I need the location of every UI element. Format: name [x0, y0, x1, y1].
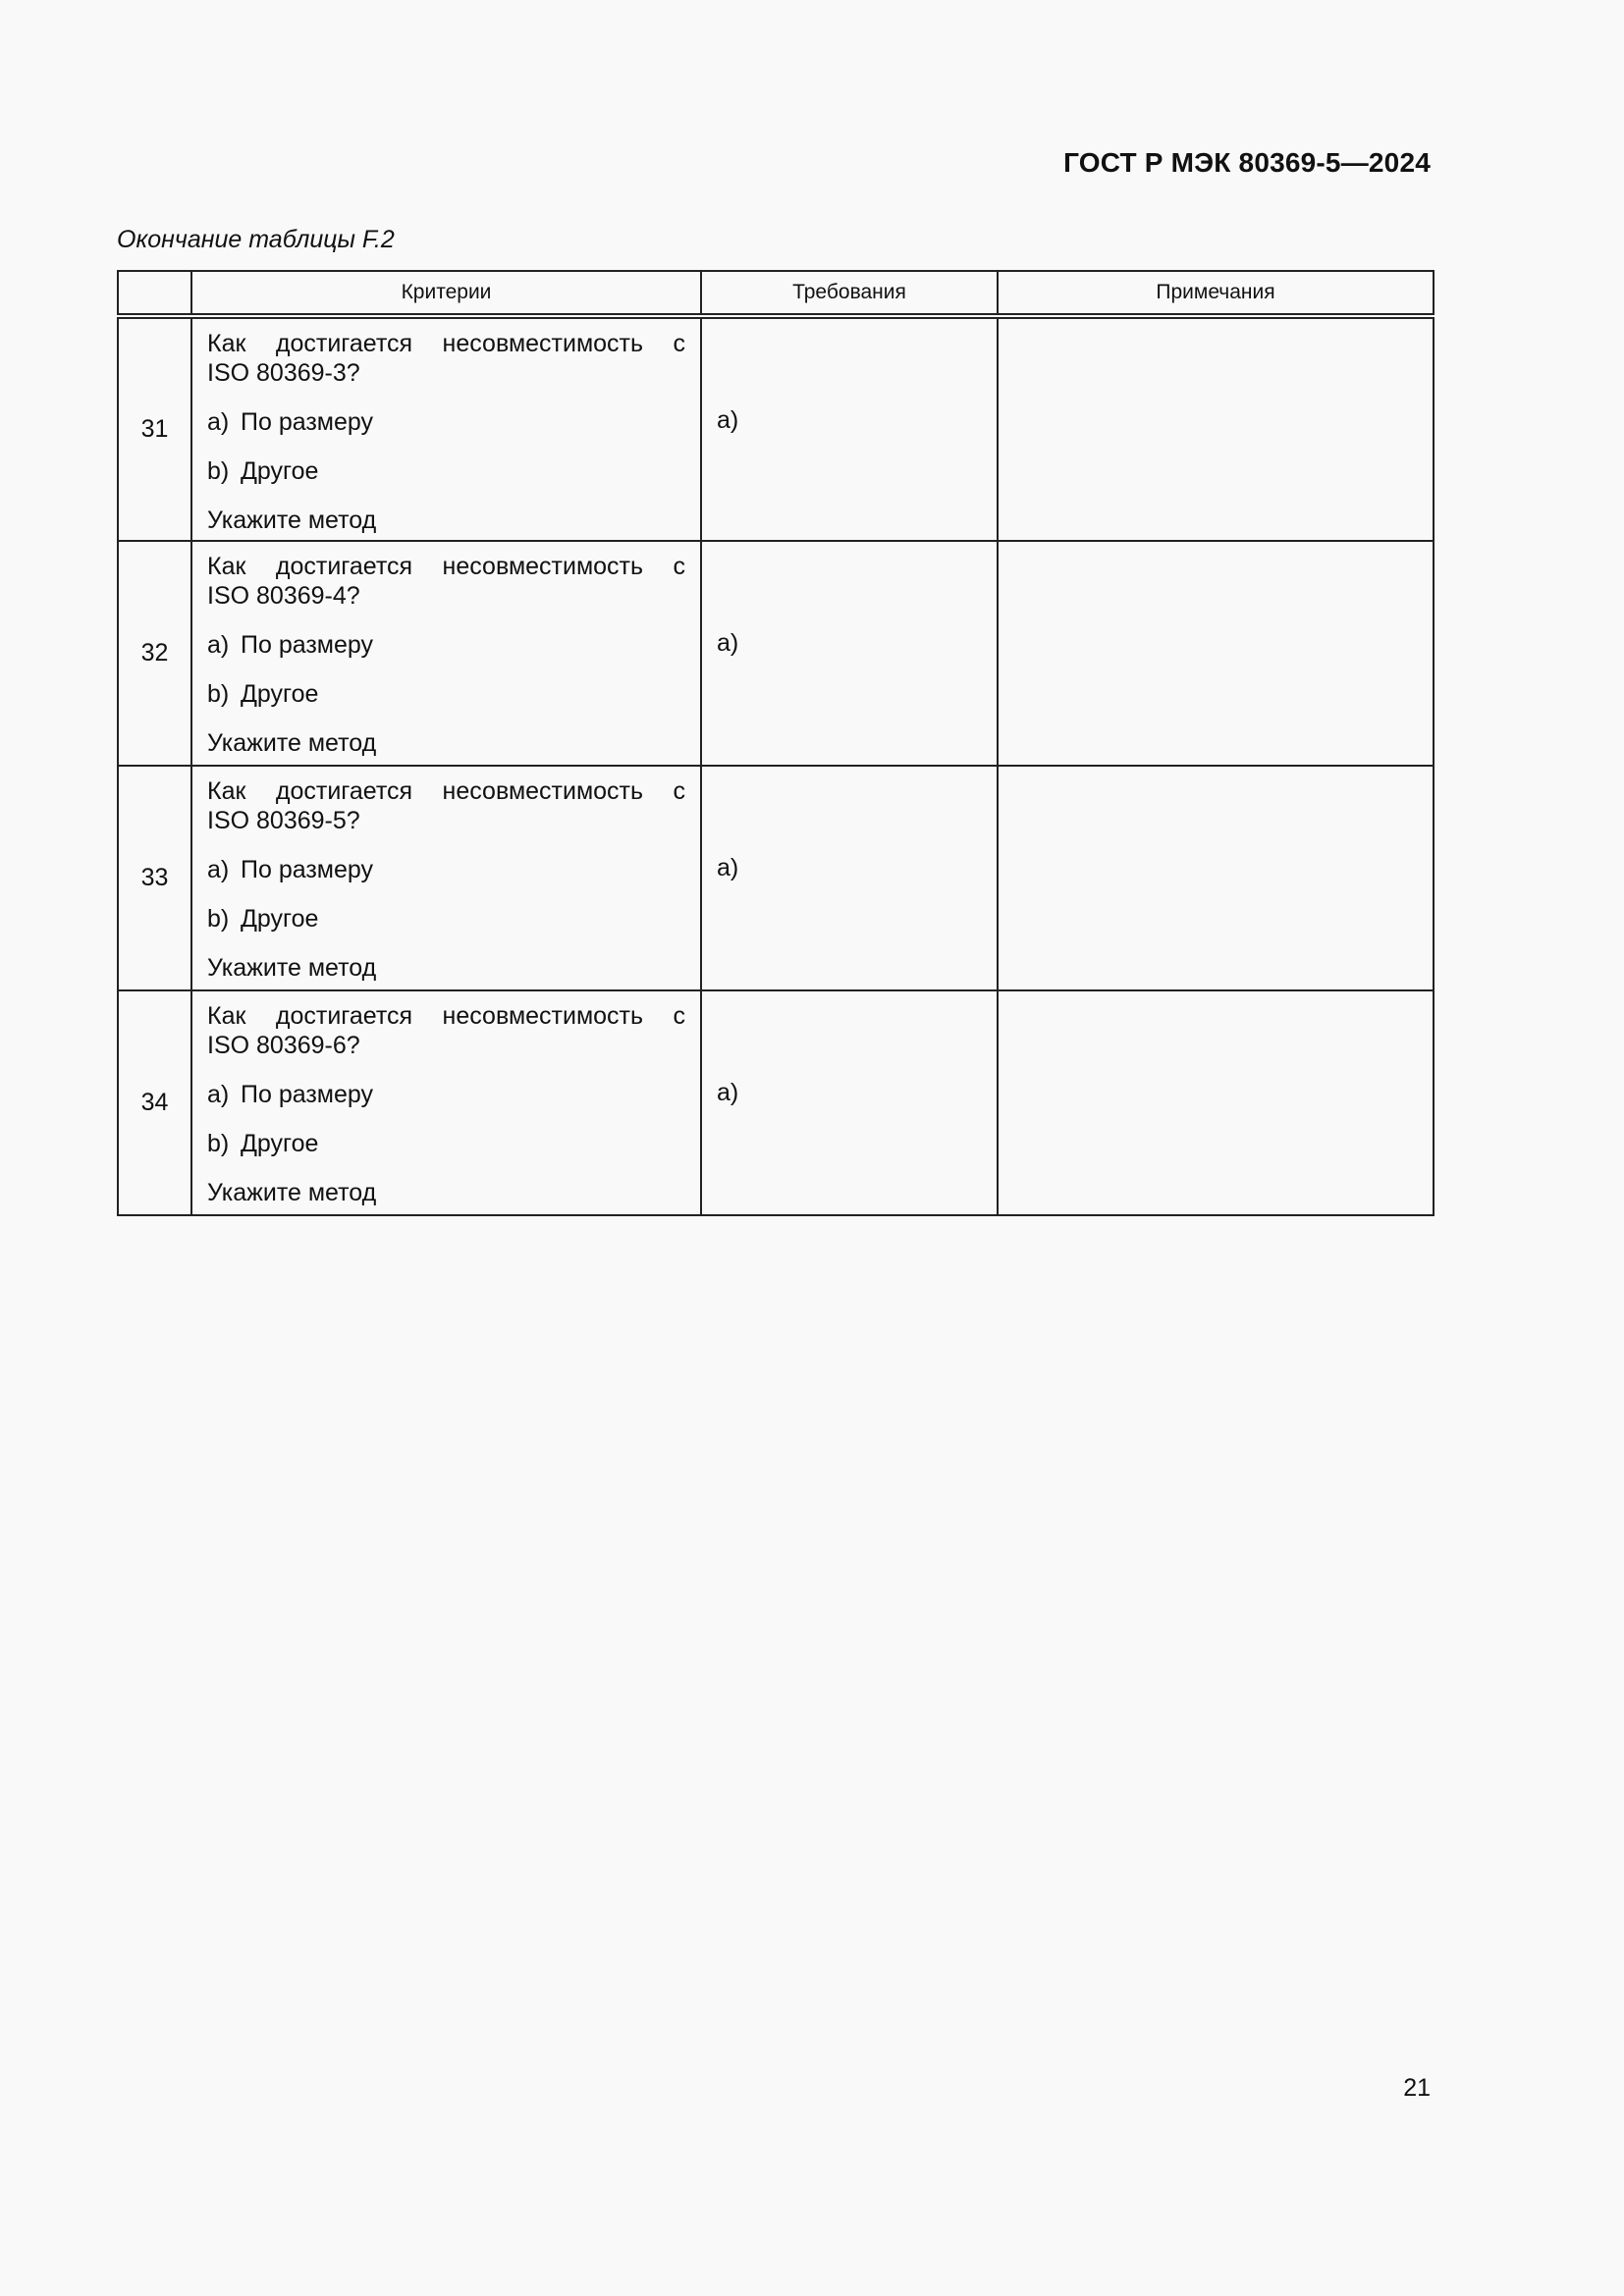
page-number: 21: [1403, 2074, 1431, 2102]
question-word: несовместимость: [442, 553, 644, 580]
question-word: Как: [207, 777, 246, 805]
option-b: [207, 904, 685, 934]
option-b-mark: b): [207, 905, 230, 933]
table-caption: Окончание таблицы F.2: [117, 226, 395, 253]
criteria-cell: [191, 990, 701, 1215]
row-number: 32: [118, 541, 191, 766]
question-word: с: [673, 553, 685, 580]
table-header-row: [118, 271, 1434, 316]
option-a: [207, 855, 685, 884]
option-b-mark: b): [207, 1130, 230, 1157]
option-a-mark: a): [207, 1081, 230, 1108]
question-line: [207, 552, 685, 581]
criteria-cell: [191, 316, 701, 541]
question-word: достигается: [275, 1002, 413, 1030]
question-word: Как: [207, 553, 246, 580]
question-word: несовместимость: [442, 1002, 644, 1030]
question-standard: ISO 80369-6?: [207, 1032, 360, 1059]
question-line: [207, 1001, 685, 1031]
option-b-mark: b): [207, 680, 230, 708]
option-a: [207, 630, 685, 660]
column-header-notes: Примечания: [998, 271, 1434, 316]
table-row: [118, 766, 1434, 990]
option-a: [207, 1080, 685, 1109]
row-number: 33: [118, 766, 191, 990]
criteria-table: [117, 270, 1435, 1216]
option-a-text: По размеру: [241, 1081, 374, 1108]
option-b-text: Другое: [241, 680, 319, 708]
question-line: [207, 329, 685, 358]
question-word: Как: [207, 1002, 246, 1030]
table-row: [118, 541, 1434, 766]
table-row: [118, 990, 1434, 1215]
option-a-text: По размеру: [241, 856, 374, 883]
option-b-text: Другое: [241, 905, 319, 933]
question-word: с: [673, 777, 685, 805]
note-cell: [998, 990, 1434, 1215]
note-cell: [998, 766, 1434, 990]
note-cell: [998, 316, 1434, 541]
option-a-mark: a): [207, 631, 230, 659]
option-a-mark: a): [207, 856, 230, 883]
question-word: несовместимость: [442, 777, 644, 805]
column-header-requirements: Требования: [701, 271, 998, 316]
option-b-text: Другое: [241, 1130, 319, 1157]
column-header-number: [118, 271, 191, 316]
requirement-cell: a): [701, 990, 998, 1215]
option-b-text: Другое: [241, 457, 319, 485]
option-a-mark: a): [207, 408, 230, 436]
row-number: 31: [118, 316, 191, 541]
question-word: с: [673, 330, 685, 357]
criteria-cell: [191, 766, 701, 990]
row-number: 34: [118, 990, 191, 1215]
method-prompt: Укажите метод: [207, 507, 377, 534]
method-prompt: Укажите метод: [207, 1179, 377, 1206]
option-b: [207, 1129, 685, 1158]
question-word: Как: [207, 330, 246, 357]
requirement-cell: a): [701, 541, 998, 766]
note-cell: [998, 541, 1434, 766]
question-standard: ISO 80369-4?: [207, 582, 360, 610]
option-b: [207, 456, 685, 486]
option-a: [207, 407, 685, 437]
question-word: достигается: [275, 777, 413, 805]
question-word: достигается: [275, 553, 413, 580]
option-a-text: По размеру: [241, 408, 374, 436]
criteria-cell: [191, 541, 701, 766]
question-word: с: [673, 1002, 685, 1030]
question-standard: ISO 80369-3?: [207, 359, 360, 387]
table-row: [118, 316, 1434, 541]
method-prompt: Укажите метод: [207, 954, 377, 982]
option-b: [207, 679, 685, 709]
option-b-mark: b): [207, 457, 230, 485]
question-word: достигается: [275, 330, 413, 357]
requirement-cell: a): [701, 766, 998, 990]
document-code: ГОСТ Р МЭК 80369-5—2024: [1063, 147, 1431, 178]
requirement-cell: a): [701, 316, 998, 541]
question-line: [207, 776, 685, 806]
method-prompt: Укажите метод: [207, 729, 377, 757]
question-word: несовместимость: [442, 330, 644, 357]
column-header-criteria: Критерии: [191, 271, 701, 316]
option-a-text: По размеру: [241, 631, 374, 659]
question-standard: ISO 80369-5?: [207, 807, 360, 834]
